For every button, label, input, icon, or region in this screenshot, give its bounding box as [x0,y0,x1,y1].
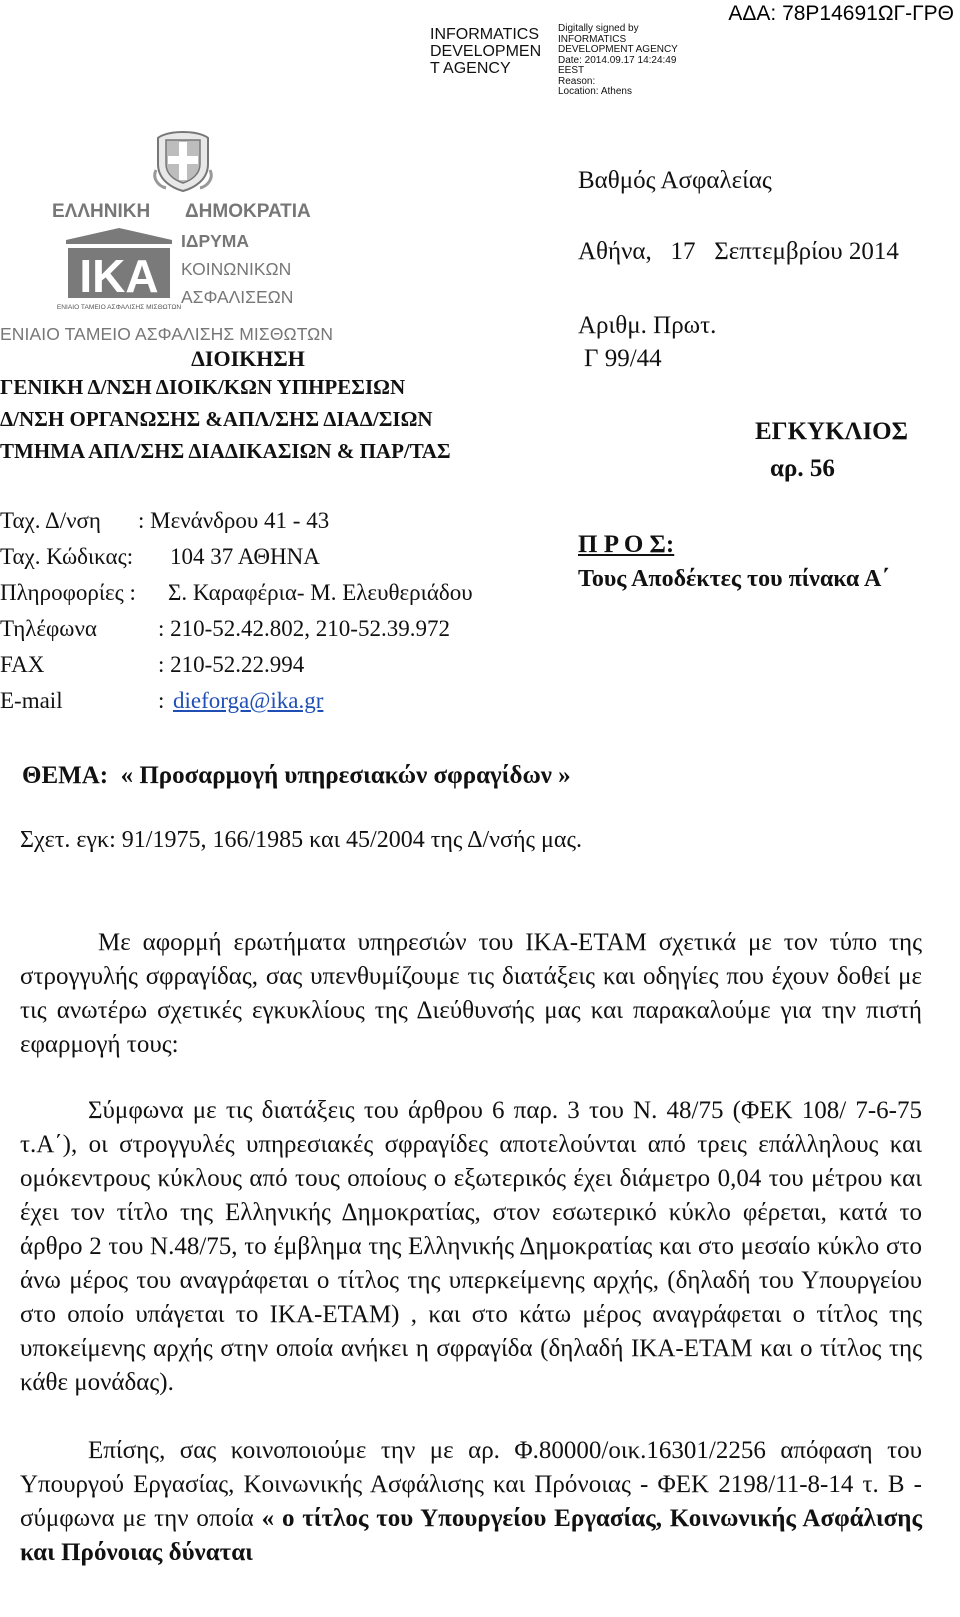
info-label: Πληροφορίες : [0,580,136,605]
postal-value: 104 37 ΑΘΗΝΑ [170,544,320,569]
contact-address [0,503,560,539]
sig-detail-line: EEST [558,65,585,76]
org-line-department: ΤΜΗΜΑ ΑΠΛ/ΣΗΣ ΔΙΑΔΙΚΑΣΙΩΝ & ΠΑΡ/ΤΑΣ [0,439,451,463]
sig-detail-line: Location: Athens [558,86,632,97]
sig-detail-line: INFORMATICS [558,33,627,45]
ika-logo-subtext: ΕΝΙΑΙΟ ΤΑΜΕΙΟ ΑΣΦΑΛΙΣΗΣ ΜΙΣΘΩΤΩΝ [56,304,182,311]
ika-line-2: ΚΟΙΝΩΝΙΚΩΝ [181,259,292,279]
phone-label: Τηλέφωνα [0,616,97,641]
fund-name: ΕΝΙΑΙΟ ΤΑΜΕΙΟ ΑΣΦΑΛΙΣΗΣ ΜΙΣΘΩΤΩΝ [0,324,334,344]
postal-label: Ταχ. Κώδικας: [0,544,134,569]
phone-value: : 210-52.42.802, 210-52.39.972 [158,616,450,641]
email-link[interactable]: dieforga@ika.gr [173,688,324,713]
info-value: Σ. Καραφέρια- Μ. Ελευθεριάδου [168,580,473,605]
ika-logo-text: ΙΚΑ [79,250,159,302]
protocol-label: Αριθμ. Πρωτ. [578,312,717,339]
address-label: Ταχ. Δ/νση [0,508,101,533]
fax-label: FAX [0,652,45,677]
ika-logo [56,226,182,317]
contact-postal [0,539,560,575]
org-line-directorate: Δ/ΝΣΗ ΟΡΓΑΝΩΣΗΣ &ΑΠΛ/ΣΗΣ ΔΙΑΔ/ΣΙΩΝ [0,407,433,431]
body-p1-text: Με αφορμή ερωτήματα υπηρεσιών του ΙΚΑ-ΕΤΑΜ σχετικά με τον τύπο της στρογγυλής σφραγίδας, σας υπενθυμίζουμε τις διατάξεις και οδηγίες που έχουν δοθεί με τις ανωτέρω σχετικές εγκυκλίους της Διεύθυνσής μας και παρακαλούμε για την πιστή εφαρμογή τους: [20,929,922,1058]
circular-number: αρ. 56 [770,455,835,482]
signer-line: INFORMATICS [430,26,540,43]
security-level: Βαθμός Ασφαλείας [578,167,772,194]
body-paragraph-3 [20,1434,922,1570]
sig-detail-line: DEVELOPMENT AGENCY [558,44,678,55]
sig-detail-line: Reason: [558,75,596,87]
recipients-label: Π Ρ Ο Σ: [578,531,675,558]
contact-email [0,683,560,719]
contact-fax [0,647,560,683]
republic-right: ΔΗΜΟΚΡΑΤΙΑ [185,201,311,222]
org-line-general-directorate: ΓΕΝΙΚΗ Δ/ΝΣΗ ΔΙΟΙΚ/ΚΩΝ ΥΠΗΡΕΣΙΩΝ [0,375,406,399]
document-date: Αθήνα, 17 Σεπτεμβρίου 2014 [578,238,899,265]
subject-line: ΘΕΜΑ: « Προσαρμογή υπηρεσιακών σφραγίδων » [22,762,571,789]
contact-phone [0,611,560,647]
ika-line-3: ΑΣΦΑΛΙΣΕΩΝ [181,287,294,307]
ika-line-1: ΙΔΡΥΜΑ [181,231,250,251]
fax-value: : 210-52.22.994 [158,652,305,677]
reference-line: Σχετ. εγκ: 91/1975, 166/1985 και 45/2004 της Δ/νσής μας. [20,827,582,853]
signature-signer [430,26,541,77]
email-colon: : [158,688,165,713]
body-paragraph-2 [20,1094,922,1400]
body-p3-text: Επίσης, σας κοινοποιούμε την με αρ. Φ.80000/οικ.16301/2256 απόφαση του Υπουργού Εργασίας, Κοινωνικής Ασφάλισης και Πρόνοιας - ΦΕΚ 2198/11-8-14 τ. Β - σύμφωνα με την οποία [20,1437,922,1532]
signature-details [558,24,678,98]
address-value: : Μενάνδρου 41 - 43 [138,508,330,533]
protocol-number: Γ 99/44 [584,345,662,372]
body-p3-bold: « ο τίτλος του Υπουργείου Εργασίας, Κοινωνικής Ασφάλισης και Πρόνοιας δύναται [20,1505,922,1566]
signer-line: DEVELOPMEN [430,43,542,60]
contact-info [0,575,560,611]
signer-line: T AGENCY [430,60,511,77]
republic-left: ΕΛΛΗΝΙΚΗ [52,201,151,222]
body-p2-text: Σύμφωνα με τις διατάξεις του άρθρου 6 παρ. 3 του Ν. 48/75 (ΦΕΚ 108/ 7-6-75 τ.Α΄), οι στρογγυλές υπηρεσιακές σφραγίδες αποτελούνται από τρεις επάλληλους και ομόκεντρους κύκλους από τους οποίους ο εξωτερικός έχει διάμετρο 0,04 του μέτρου και έχει τον τίτλο της Ελληνικής Δημοκρατίας, στον εσωτερικό κύκλο φέρεται, κατά το άρθρο 2 του Ν.48/75, το έμβλημα της Ελληνικής Δημοκρατίας και στο μεσαίο κύκλο στο άνω μέρος του αναγράφεται ο τίτλος της υπερκείμενης αρχής, (δηλαδή του Υπουργείου στο οποίο υπάγεται το ΙΚΑ-ΕΤΑΜ) , και στο κάτω μέρος αναγράφεται ο τίτλος της υποκείμενης αρχής στην οποία ανήκει η σφραγίδα (δηλαδή ΙΚΑ-ΕΤΑΜ και ο τίτλος της κάθε μονάδας). [20,1097,922,1396]
recipients-value: Τους Αποδέκτες του πίνακα Α΄ [578,566,890,592]
email-label: E-mail [0,688,63,713]
sig-detail-line: Date: 2014.09.17 14:24:49 [558,54,677,66]
circular-title: ΕΓΚΥΚΛΙΟΣ [755,418,908,445]
org-line-administration: ΔΙΟΙΚΗΣΗ [191,346,305,371]
contact-block [0,503,560,719]
ada-code: ΑΔΑ: 78Ρ14691ΩΓ-ΓΡΘ [728,2,954,25]
coat-of-arms-icon [152,130,214,197]
body-paragraph-1 [20,926,922,1062]
sig-detail-line: Digitally signed by [558,23,639,34]
